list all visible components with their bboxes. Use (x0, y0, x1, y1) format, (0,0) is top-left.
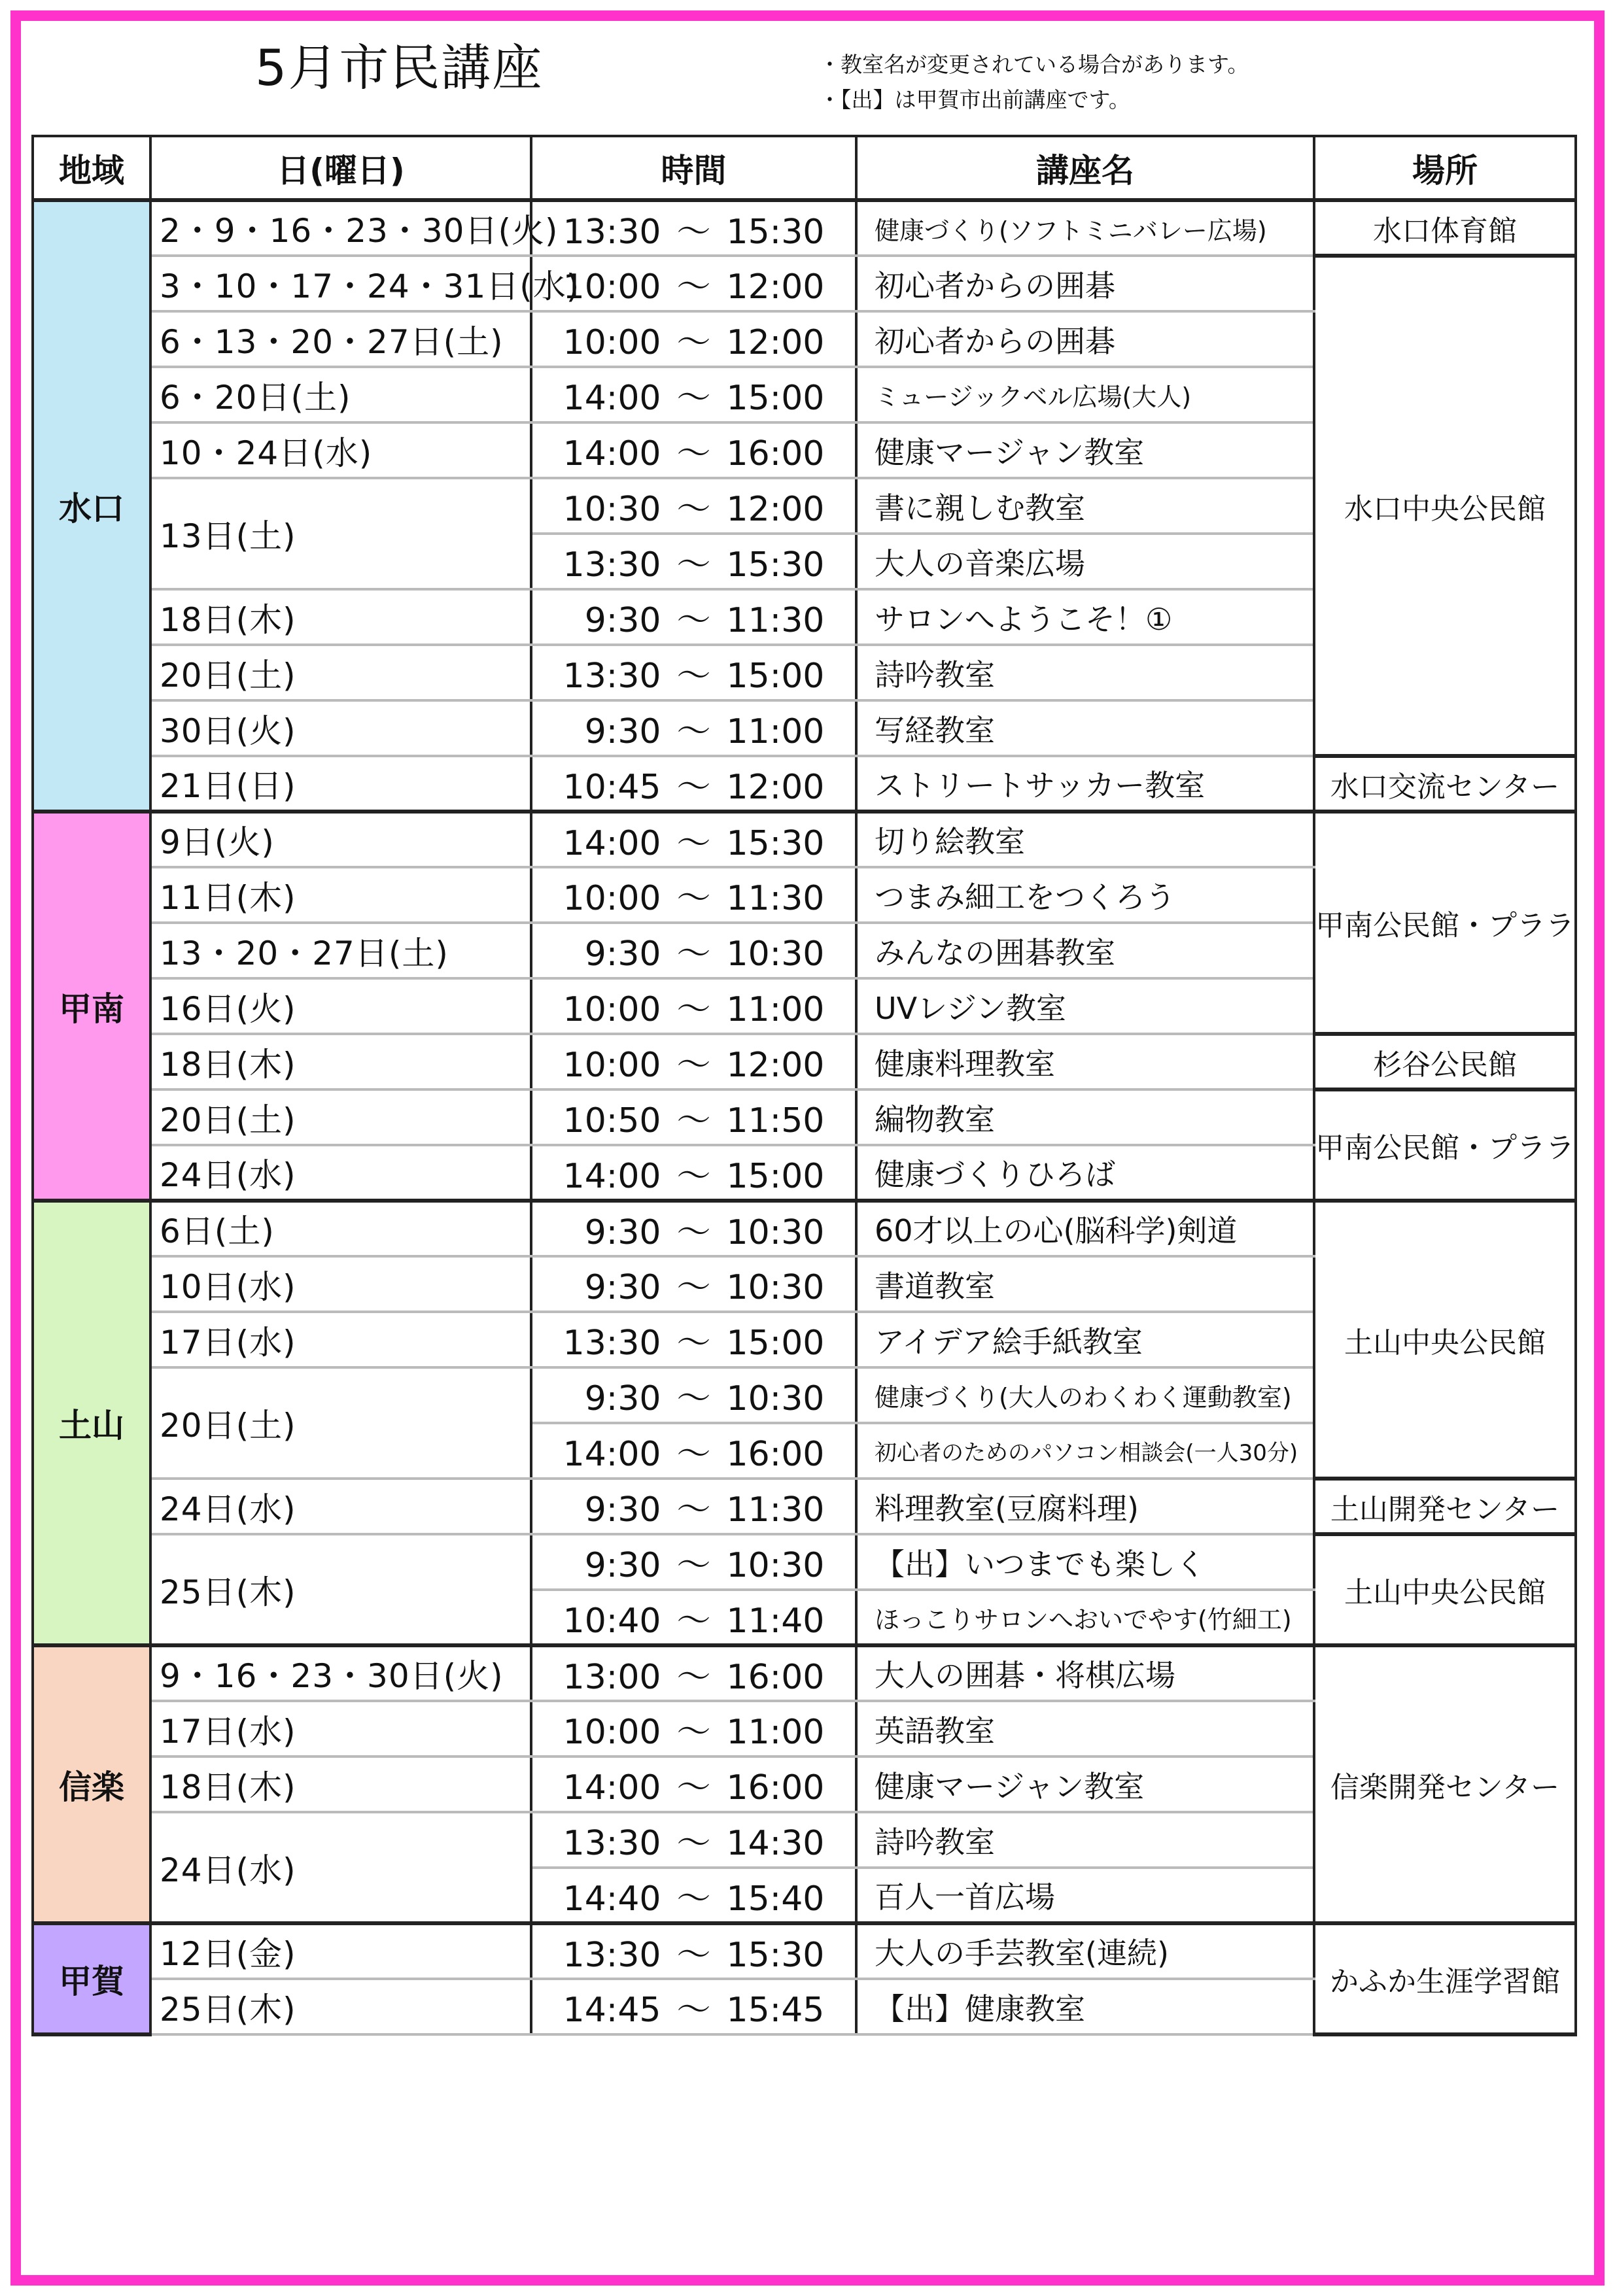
date-cell: 10日(水) (150, 1256, 531, 1312)
start-time: 10:45 (563, 767, 661, 807)
course-cell: 詩吟教室 (856, 645, 1314, 700)
time-cell (531, 256, 856, 311)
table-row (33, 200, 1576, 256)
end-time: 15:00 (726, 379, 825, 418)
time-separator: ～ (676, 1991, 711, 2030)
course-cell: サロンへようこそ！① (856, 589, 1314, 645)
end-time: 11:50 (726, 1101, 825, 1140)
date-cell: 21日(日) (150, 756, 531, 812)
course-cell: 初心者のためのパソコン相談会(一人30分) (856, 1423, 1314, 1479)
time-cell (531, 700, 856, 756)
end-time: 16:00 (726, 1435, 825, 1474)
time-separator: ～ (676, 712, 711, 751)
time-separator: ～ (676, 1546, 711, 1585)
time-separator: ～ (676, 1212, 711, 1252)
date-cell: 24日(水) (150, 1479, 531, 1534)
start-time: 14:45 (563, 1991, 661, 2030)
start-time: 14:40 (563, 1879, 661, 1919)
table-row (33, 1645, 1576, 1701)
time-cell (531, 1201, 856, 1256)
venue-cell: かふか生涯学習館 (1314, 1923, 1576, 2034)
start-time: 13:30 (563, 1324, 661, 1363)
course-cell: 英語教室 (856, 1701, 1314, 1756)
course-cell: 大人の囲碁・将棋広場 (856, 1645, 1314, 1701)
time-cell (531, 1701, 856, 1756)
course-cell: 健康料理教室 (856, 1034, 1314, 1089)
end-time: 15:00 (726, 1156, 825, 1196)
course-cell: 健康づくり(ソフトミニバレー広場) (856, 200, 1314, 256)
start-time: 13:30 (563, 1935, 661, 1975)
end-time: 12:00 (726, 1046, 825, 1085)
region-cell: 信楽 (33, 1645, 150, 1923)
date-cell: 13日(土) (150, 478, 531, 589)
end-time: 11:30 (726, 601, 825, 640)
date-cell: 11日(木) (150, 867, 531, 923)
region-cell: 水口 (33, 200, 150, 812)
end-time: 15:30 (726, 823, 825, 863)
course-cell: 大人の音楽広場 (856, 534, 1314, 589)
venue-cell: 甲南公民館・プララ (1314, 812, 1576, 1034)
end-time: 10:30 (726, 1268, 825, 1307)
start-time: 9:30 (584, 601, 661, 640)
venue-cell: 土山開発センター (1314, 1479, 1576, 1534)
end-time: 10:30 (726, 1546, 825, 1585)
time-separator: ～ (676, 657, 711, 696)
start-time: 14:00 (563, 1768, 661, 1808)
start-time: 14:00 (563, 1435, 661, 1474)
time-separator: ～ (676, 879, 711, 918)
end-time: 15:00 (726, 1324, 825, 1363)
course-cell: 書道教室 (856, 1256, 1314, 1312)
region-cell: 甲南 (33, 812, 150, 1201)
time-separator: ～ (676, 1601, 711, 1641)
course-cell: つまみ細工をつくろう (856, 867, 1314, 923)
venue-cell: 甲南公民館・プララ (1314, 1089, 1576, 1201)
time-separator: ～ (676, 767, 711, 807)
date-cell: 18日(木) (150, 1756, 531, 1812)
start-time: 10:40 (563, 1601, 661, 1641)
date-cell: 10・24日(水) (150, 422, 531, 478)
date-cell: 6日(土) (150, 1201, 531, 1256)
course-cell: 編物教室 (856, 1089, 1314, 1145)
time-separator: ～ (676, 990, 711, 1029)
venue-cell: 水口交流センター (1314, 756, 1576, 812)
end-time: 11:00 (726, 712, 825, 751)
time-cell (531, 923, 856, 978)
date-cell: 13・20・27日(土) (150, 923, 531, 978)
date-cell: 9日(火) (150, 812, 531, 867)
course-cell: 大人の手芸教室(連続) (856, 1923, 1314, 1979)
time-cell (531, 534, 856, 589)
table-row (33, 256, 1576, 311)
start-time: 10:50 (563, 1101, 661, 1140)
time-cell (531, 1812, 856, 1868)
time-separator: ～ (676, 323, 711, 362)
time-cell (531, 367, 856, 422)
date-cell: 18日(木) (150, 589, 531, 645)
time-cell (531, 311, 856, 367)
time-separator: ～ (676, 1768, 711, 1808)
end-time: 15:30 (726, 545, 825, 585)
date-cell: 24日(水) (150, 1812, 531, 1923)
end-time: 11:00 (726, 1713, 825, 1752)
date-cell: 2・9・16・23・30日(火) (150, 200, 531, 256)
schedule-table (31, 135, 1577, 2036)
end-time: 11:30 (726, 879, 825, 918)
time-separator: ～ (676, 601, 711, 640)
end-time: 10:30 (726, 934, 825, 974)
start-time: 9:30 (584, 934, 661, 974)
date-cell: 17日(水) (150, 1701, 531, 1756)
start-time: 9:30 (584, 712, 661, 751)
table-row (33, 1034, 1576, 1089)
course-cell: 料理教室(豆腐料理) (856, 1479, 1314, 1534)
time-separator: ～ (676, 1268, 711, 1307)
time-separator: ～ (676, 1156, 711, 1196)
venue-cell: 水口中央公民館 (1314, 256, 1576, 756)
end-time: 11:00 (726, 990, 825, 1029)
start-time: 9:30 (584, 1546, 661, 1585)
course-cell: 百人一首広場 (856, 1868, 1314, 1923)
header-row (33, 136, 1576, 200)
time-cell (531, 1145, 856, 1201)
start-time: 13:30 (563, 1824, 661, 1863)
end-time: 15:45 (726, 1991, 825, 2030)
venue-cell: 杉谷公民館 (1314, 1034, 1576, 1089)
start-time: 14:00 (563, 823, 661, 863)
time-cell (531, 1423, 856, 1479)
region-cell: 甲賀 (33, 1923, 150, 2034)
time-cell (531, 1312, 856, 1367)
region-cell: 土山 (33, 1201, 150, 1645)
time-separator: ～ (676, 1935, 711, 1975)
time-separator: ～ (676, 823, 711, 863)
table-row (33, 756, 1576, 812)
time-cell (531, 1923, 856, 1979)
date-cell: 12日(金) (150, 1923, 531, 1979)
time-separator: ～ (676, 1490, 711, 1530)
course-cell: 初心者からの囲碁 (856, 256, 1314, 311)
time-separator: ～ (676, 1379, 711, 1418)
time-cell (531, 478, 856, 534)
course-cell: 詩吟教室 (856, 1812, 1314, 1868)
time-separator: ～ (676, 379, 711, 418)
time-cell (531, 812, 856, 867)
time-separator: ～ (676, 1046, 711, 1085)
table-row (33, 1479, 1576, 1534)
start-time: 13:30 (563, 545, 661, 585)
time-cell (531, 589, 856, 645)
time-cell (531, 756, 856, 812)
time-cell (531, 1868, 856, 1923)
venue-cell: 土山中央公民館 (1314, 1534, 1576, 1645)
venue-cell: 信楽開発センター (1314, 1645, 1576, 1923)
time-cell (531, 1034, 856, 1089)
header-region: 地域 (33, 136, 150, 200)
time-separator: ～ (676, 1435, 711, 1474)
time-cell (531, 1590, 856, 1645)
time-cell (531, 1367, 856, 1423)
date-cell: 17日(水) (150, 1312, 531, 1367)
venue-cell: 土山中央公民館 (1314, 1201, 1576, 1479)
start-time: 14:00 (563, 379, 661, 418)
schedule-body (33, 200, 1576, 2034)
date-cell: 9・16・23・30日(火) (150, 1645, 531, 1701)
time-separator: ～ (676, 1824, 711, 1863)
end-time: 16:00 (726, 434, 825, 473)
end-time: 10:30 (726, 1212, 825, 1252)
date-cell: 25日(木) (150, 1979, 531, 2034)
table-row (33, 1534, 1576, 1590)
time-separator: ～ (676, 1879, 711, 1919)
time-separator: ～ (676, 1101, 711, 1140)
start-time: 10:30 (563, 490, 661, 529)
end-time: 14:30 (726, 1824, 825, 1863)
course-cell: 健康マージャン教室 (856, 1756, 1314, 1812)
table-row (33, 1089, 1576, 1145)
start-time: 10:00 (563, 1713, 661, 1752)
table-row (33, 812, 1576, 867)
time-cell (531, 200, 856, 256)
course-cell: 切り絵教室 (856, 812, 1314, 867)
start-time: 13:30 (563, 212, 661, 252)
time-separator: ～ (676, 934, 711, 974)
course-cell: ほっこりサロンへおいでやす(竹細工) (856, 1590, 1314, 1645)
date-cell: 24日(水) (150, 1145, 531, 1201)
end-time: 16:00 (726, 1768, 825, 1808)
time-separator: ～ (676, 212, 711, 252)
time-separator: ～ (676, 267, 711, 307)
time-cell (531, 1479, 856, 1534)
course-cell: アイデア絵手紙教室 (856, 1312, 1314, 1367)
date-cell: 25日(木) (150, 1534, 531, 1645)
end-time: 15:00 (726, 657, 825, 696)
course-cell: 【出】健康教室 (856, 1979, 1314, 2034)
page-title: 5月市民講座 (255, 39, 544, 97)
course-cell: 60才以上の心(脳科学)剣道 (856, 1201, 1314, 1256)
start-time: 13:00 (563, 1657, 661, 1697)
venue-cell: 水口体育館 (1314, 200, 1576, 256)
date-cell: 18日(木) (150, 1034, 531, 1089)
end-time: 15:40 (726, 1879, 825, 1919)
date-cell: 30日(火) (150, 700, 531, 756)
time-cell (531, 1979, 856, 2034)
start-time: 10:00 (563, 879, 661, 918)
time-cell (531, 1089, 856, 1145)
end-time: 15:30 (726, 212, 825, 252)
time-separator: ～ (676, 1657, 711, 1697)
time-separator: ～ (676, 434, 711, 473)
start-time: 9:30 (584, 1212, 661, 1252)
end-time: 12:00 (726, 323, 825, 362)
header-date: 日(曜日) (150, 136, 531, 200)
course-cell: 初心者からの囲碁 (856, 311, 1314, 367)
header-course: 講座名 (856, 136, 1314, 200)
start-time: 13:30 (563, 657, 661, 696)
notes (819, 47, 1249, 118)
time-separator: ～ (676, 490, 711, 529)
end-time: 11:40 (726, 1601, 825, 1641)
time-cell (531, 978, 856, 1034)
time-separator: ～ (676, 1713, 711, 1752)
end-time: 12:00 (726, 490, 825, 529)
start-time: 10:00 (563, 990, 661, 1029)
course-cell: 【出】いつまでも楽しく (856, 1534, 1314, 1590)
date-cell: 3・10・17・24・31日(水) (150, 256, 531, 311)
time-cell (531, 1534, 856, 1590)
time-cell (531, 1645, 856, 1701)
course-cell: ストリートサッカー教室 (856, 756, 1314, 812)
time-cell (531, 1256, 856, 1312)
time-cell (531, 867, 856, 923)
table-row (33, 1201, 1576, 1256)
start-time: 14:00 (563, 1156, 661, 1196)
note-delivery-lecture: ・【出】は甲賀市出前講座です。 (819, 87, 1130, 112)
start-time: 9:30 (584, 1268, 661, 1307)
end-time: 16:00 (726, 1657, 825, 1697)
course-cell: 健康づくり(大人のわくわく運動教室) (856, 1367, 1314, 1423)
date-cell: 6・13・20・27日(土) (150, 311, 531, 367)
date-cell: 6・20日(土) (150, 367, 531, 422)
start-time: 10:00 (563, 323, 661, 362)
date-cell: 16日(火) (150, 978, 531, 1034)
start-time: 9:30 (584, 1379, 661, 1418)
header-time: 時間 (531, 136, 856, 200)
time-cell (531, 422, 856, 478)
course-cell: UVレジン教室 (856, 978, 1314, 1034)
course-cell: 写経教室 (856, 700, 1314, 756)
end-time: 10:30 (726, 1379, 825, 1418)
time-separator: ～ (676, 545, 711, 585)
start-time: 10:00 (563, 267, 661, 307)
start-time: 9:30 (584, 1490, 661, 1530)
end-time: 12:00 (726, 767, 825, 807)
course-cell: ミュージックベル広場(大人) (856, 367, 1314, 422)
end-time: 12:00 (726, 267, 825, 307)
date-cell: 20日(土) (150, 645, 531, 700)
note-classroom-names: ・教室名が変更されている場合があります。 (819, 52, 1249, 77)
time-separator: ～ (676, 1324, 711, 1363)
date-cell: 20日(土) (150, 1367, 531, 1479)
course-cell: 健康づくりひろば (856, 1145, 1314, 1201)
date-cell: 20日(土) (150, 1089, 531, 1145)
course-cell: 書に親しむ教室 (856, 478, 1314, 534)
time-cell (531, 645, 856, 700)
end-time: 15:30 (726, 1935, 825, 1975)
start-time: 14:00 (563, 434, 661, 473)
course-cell: 健康マージャン教室 (856, 422, 1314, 478)
table-row (33, 1923, 1576, 1979)
start-time: 10:00 (563, 1046, 661, 1085)
time-cell (531, 1756, 856, 1812)
end-time: 11:30 (726, 1490, 825, 1530)
header-venue: 場所 (1314, 136, 1576, 200)
course-cell: みんなの囲碁教室 (856, 923, 1314, 978)
